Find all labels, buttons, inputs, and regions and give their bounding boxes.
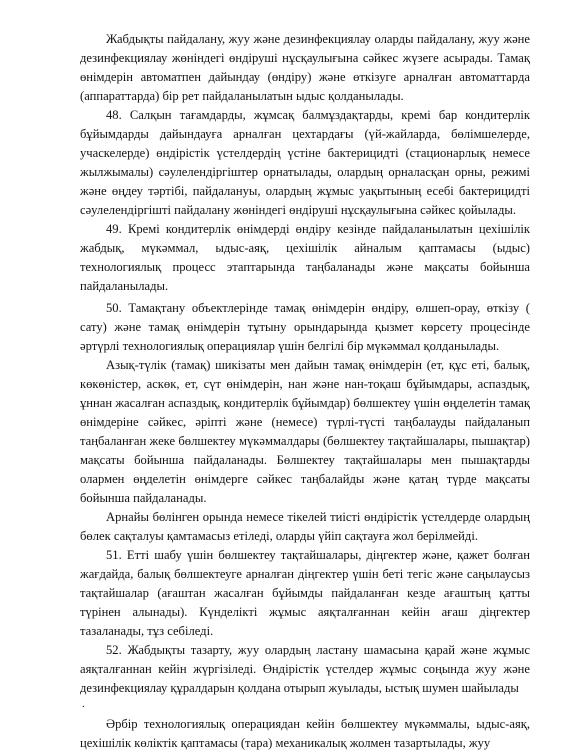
paragraph-48: 48. Салқын тағамдарды, жұмсақ балмұздақтарды, кремі бар кондитерлік бұйымдарды дайындауға арналған цехтардағы (үй-жайларда, бөлімшелерде, учаскелерде) өндірістік үстелдердің үстіне бактерицидті (стационарлық немесе жылжымалы) сәулелендіргіштер орнатылады, олардың орналасқан орны, режимі және өңдеу тәртібі, пайдалануы, олардың жұмыс уақытының есебі бактерицидті сәулелендіргішті пайдалану жөніндегі өндіруші нұсқаулығына сәйкес қойылады. xyxy=(80,108,530,217)
paragraph-after-operation: Әрбір технологиялық операциядан кейін бөлшектеу мүкәммалы, ыдыс-аяқ, цехішілік көліктік қаптамасы (тара) механикалық жолмен тазартылады, жуу xyxy=(80,717,530,750)
paragraph-50: 50. Тамақтану объектлерінде тамақ өнімдерін өндіру, өлшеп-орау, өткізу ( сату) және тамақ өнімдерін тұтыну орындарында қызмет көрсету процесінде әртүрлі технологиялық операциялар үшін белгілі бір мүкәммал қолданылады. xyxy=(80,301,530,353)
paragraph-49: 49. Кремі кондитерлік өнімдерді өндіру кезінде пайдаланылатын цехішілік жабдық, мүкәммал, ыдыс-аяқ, цехішілік айналым қаптамасы (ыдыс) технологиялық процесс этаптарында таңбаланады және мақсаты бойынша пайдаланылады. xyxy=(80,222,530,293)
paragraph-raw-materials: Азық-түлік (тамақ) шикізаты мен дайын тамақ өнімдерін (ет, құс еті, балық, көкөністер, аскөк, ет, сүт өнімдерін, нан және нан-тоқаш бұйымдары, аспаздық, ұннан жасалған аспаздық, кондитерлік бұйымдар) бөлшектеу үшін өңделетін тамақ өнімдеріне сәйкес, әріпті және (немесе) түрлі-түсті таңбалауды пайдаланып таңбаланған жеке бөлшектеу мүкәммалдары (бөлшектеу тақтайшалары, пышақтар) мақсаты бойынша пайдаланады. Бөлшектеу тақтайшалары мен пышақтарды олармен өңделетін өнімдерге сәйкес таңбалайды және қатаң түрде мақсаты бойынша пайдаланады. xyxy=(80,358,530,505)
paragraph-storage: Арнайы бөлінген орында немесе тікелей тиісті өндірістік үстелдерде олардың бөлек сақталуы қамтамасыз етіледі, оларды үйіп сақтауға жол берілмейді. xyxy=(80,510,530,543)
paragraph-51: 51. Етті шабу үшін бөлшектеу тақтайшалары, діңгектер және, қажет болған жағдайда, балық бөлшектеуге арналған діңгектер үшін беті тегіс және саңылаусыз тақтайшалар (ағаштан жасалған бұйымды пайдаланған кезде ағаштың қатты түрінен алынады). Күнделікті жұмыс аяқталғаннан кейін ағаш діңгектер тазаланады, тұз себіледі. xyxy=(80,548,530,638)
paragraph-52: 52. Жабдықты тазарту, жуу олардың ластану шамасына қарай және жұмыс аяқталғаннан кейін жүргізіледі. Өндірістік үстелдер жұмыс соңында жуу және дезинфекциялау құралдарын қолдана отырып жуылады, ыстық шумен шайылады xyxy=(80,643,530,695)
paragraph-equipment-usage: Жабдықты пайдалану, жуу және дезинфекциялау оларды пайдалану, жуу және дезинфекциялау жөніндегі өндіруші нұсқаулығына сәйкес жүзеге асырады. Тамақ өнімдерін автоматпен дайындау (өндіру) және өткізуге арналған автоматтарда (аппараттарда) бір рет пайдаланылатын ыдыс қолданылады. xyxy=(80,32,530,103)
stray-dot: . xyxy=(82,698,85,710)
